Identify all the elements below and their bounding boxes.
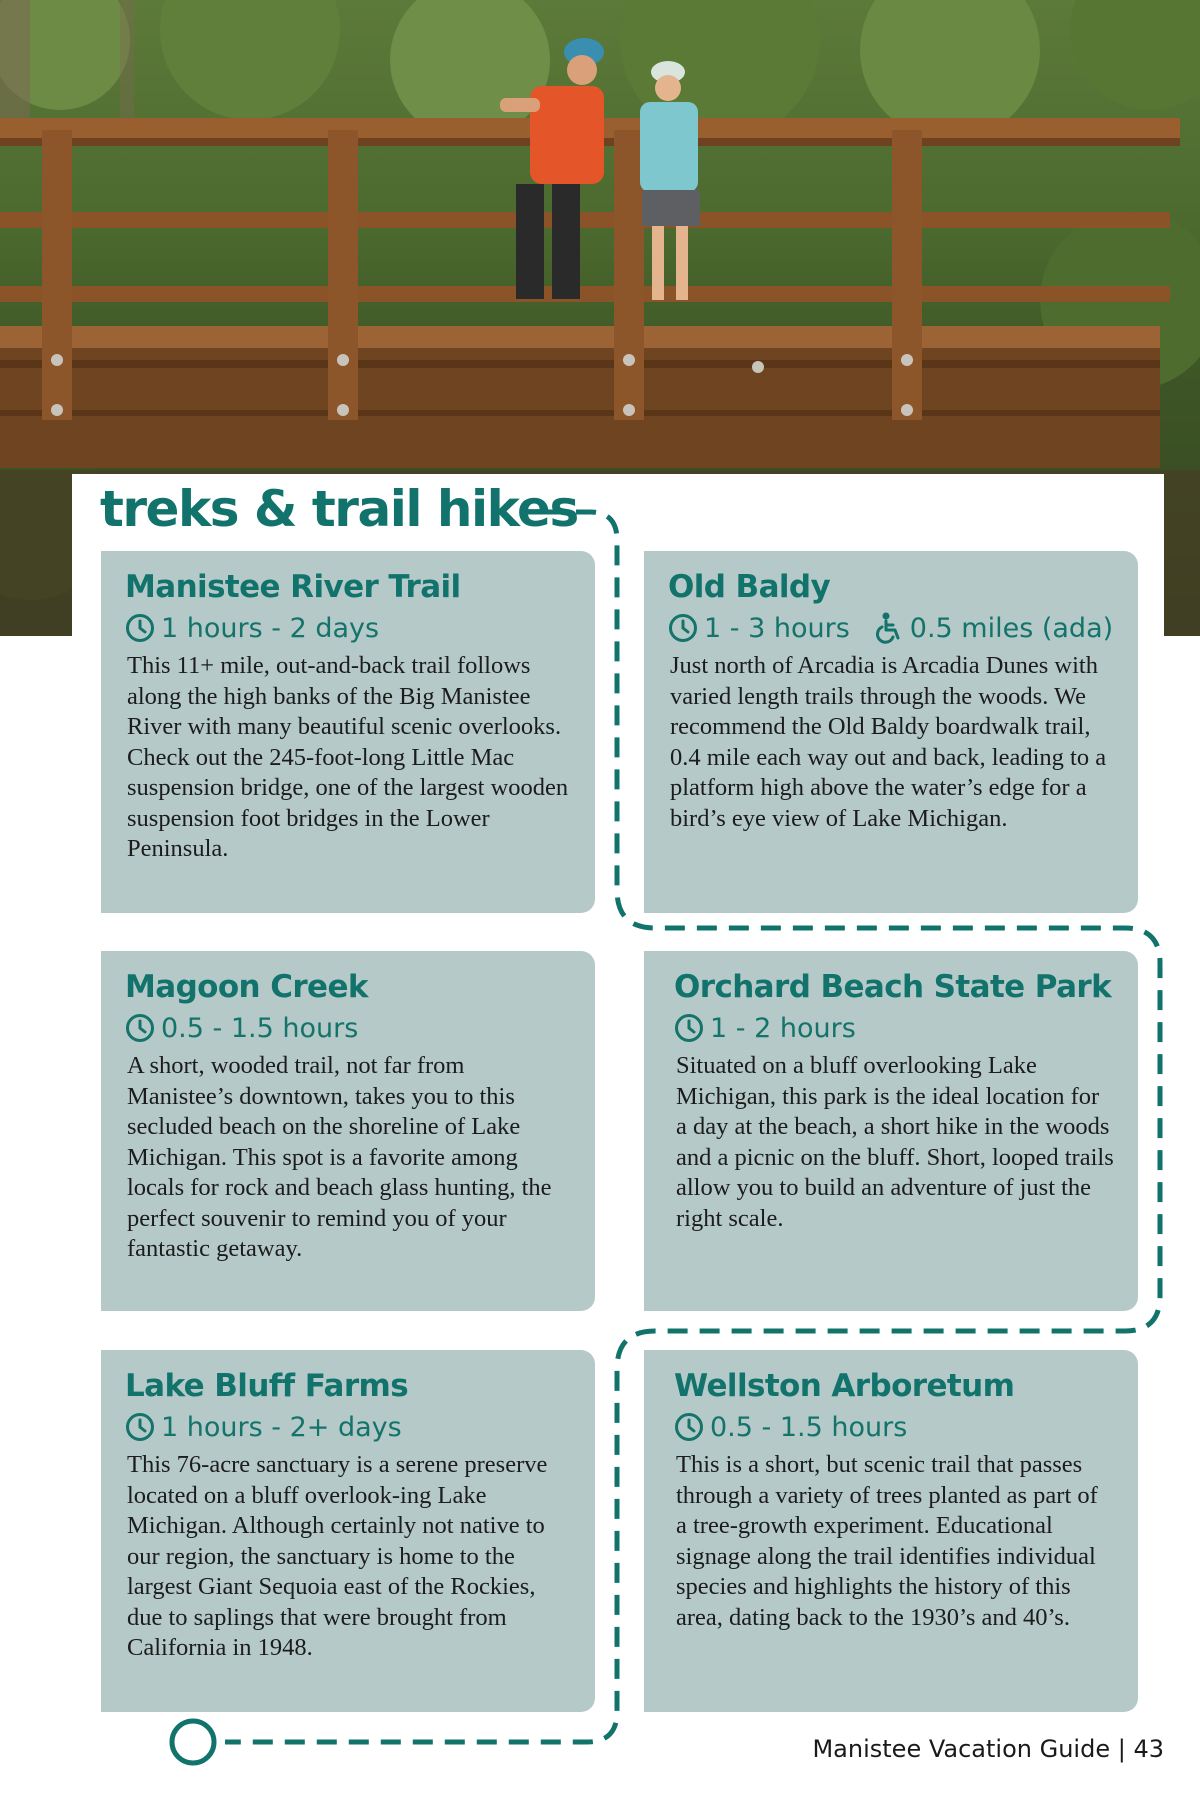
trail-description: This 76-acre sanctuary is a serene preserve located on a bluff overlook-ing Lake Michigan. Although certainly not native to our region, the sanctuary is home to the largest Giant Sequoia east of the Rockies, due to saplings that were brought from California in 1948. [127,1451,548,1661]
trail-name: Wellston Arboretum [674,1368,1015,1404]
clock-icon [668,613,698,643]
trail-card-orchard-beach-state-park [644,951,1138,1311]
trail-duration: 1 - 3 hours [704,612,850,644]
trail-card-magoon-creek [101,951,595,1311]
trail-description: This is a short, but scenic trail that passes through a variety of trees planted as part of a tree-growth experiment. Educational signage along the trail identifies individual species and highlights the history of this area, dating back to the 1930’s and 40’s. [676,1451,1098,1631]
section-heading: treks & trail hikes [100,480,578,538]
trail-description: Situated on a bluff overlooking Lake Michigan, this park is the ideal location for a day at the beach, a short hike in the woods and a picnic on the bluff. Short, looped trails allow you to build an adventure of just the right scale. [676,1052,1114,1232]
clock-icon [674,1412,704,1442]
trail-name: Manistee River Trail [125,569,461,605]
trail-meta [125,611,571,645]
trail-name: Old Baldy [668,569,831,605]
trail-card-wellston-arboretum [644,1350,1138,1712]
trail-distance: 0.5 miles (ada) [909,612,1114,644]
guide-name: Manistee Vacation Guide [812,1735,1111,1763]
trail-name: Orchard Beach State Park [674,969,1112,1005]
clock-icon [125,613,155,643]
trail-duration: 1 hours - 2+ days [161,1411,402,1443]
clock-icon [125,1013,155,1043]
trail-meta [125,1011,571,1045]
trail-meta [125,1410,571,1444]
trail-name: Magoon Creek [125,969,368,1005]
trail-description: Just north of Arcadia is Arcadia Dunes with varied length trails through the woods. We recommend the Old Baldy boardwalk trail, 0.4 mile each way out and back, leading to a platform high above the water’s edge for a bird’s eye view of Lake Michigan. [670,652,1107,832]
trail-description: This 11+ mile, out-and-back trail follows along the high banks of the Big Manistee River with many beautiful scenic overlooks. Check out the 245-foot-long Little Mac suspension bridge, one of the largest wooden suspension foot bridges in the Lower Peninsula. [127,652,569,862]
trail-duration: 0.5 - 1.5 hours [710,1411,908,1443]
trail-meta [674,1011,1114,1045]
trail-meta [674,1410,1114,1444]
trail-name: Lake Bluff Farms [125,1368,409,1404]
route-end-marker-icon [172,1721,214,1763]
page-footer [812,1735,1164,1763]
footer-separator: | [1117,1735,1126,1763]
page-number: 43 [1133,1735,1164,1763]
trail-duration: 1 hours - 2 days [161,612,380,644]
clock-icon [674,1013,704,1043]
trail-meta [668,611,1114,645]
trail-card-lake-bluff-farms [101,1350,595,1712]
trail-duration: 0.5 - 1.5 hours [161,1012,359,1044]
wheelchair-icon [874,612,904,644]
trail-description: A short, wooded trail, not far from Manistee’s downtown, takes you to this secluded beach on the shoreline of Lake Michigan. This spot is a favorite among locals for rock and beach glass hunting, the perfect souvenir to remind you of your fantastic getaway. [127,1052,552,1262]
trail-card-manistee-river-trail [101,551,595,913]
trail-card-old-baldy [644,551,1138,913]
trail-duration: 1 - 2 hours [710,1012,856,1044]
clock-icon [125,1412,155,1442]
